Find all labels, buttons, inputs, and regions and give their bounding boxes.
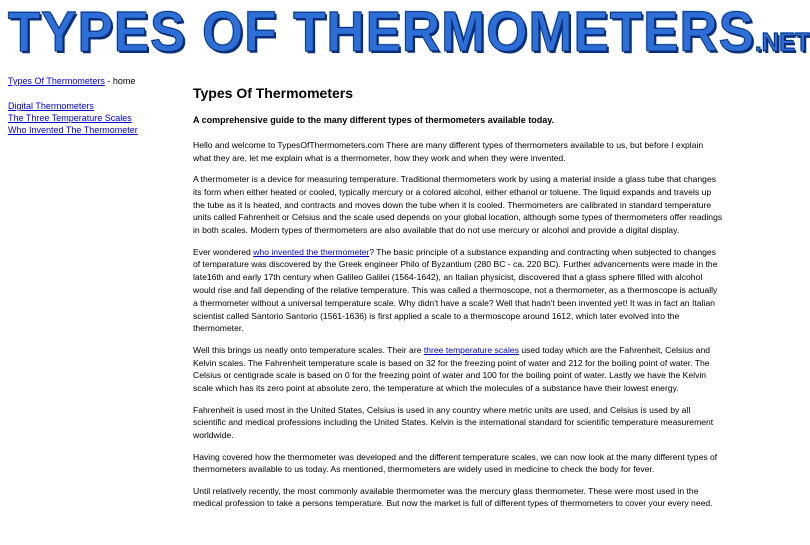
scales-text-post: used today which are the Fahrenheit, Celsius and Kelvin scales. The Fahrenheit temperature scale is based on 32 for the freezing point of water and 212 for the boiling point of water. The Celsius or centigrade scale is based on 0 for the freezing point of water and 100 for the boiling point of water. Lastly we have the Kelvin scale which has its zero point at absolute zero, the temperature at which the molecules of a substance have their lowest energy. bbox=[193, 344, 711, 394]
sidebar-link-home[interactable]: Types Of Thermometers bbox=[8, 76, 105, 86]
site-banner bbox=[0, 0, 810, 66]
logo-tld-text: .NET bbox=[755, 27, 810, 57]
link-temperature-scales[interactable]: three temperature scales bbox=[423, 344, 519, 355]
site-logo[interactable] bbox=[8, 2, 810, 72]
paragraph-mercury: Until relatively recently, the most commonly available thermometer was the mercury glass thermometer. These were most used in the medical profession to take a persons temperature. But now the market is full of different types of thermometers to cover your every need. bbox=[193, 485, 713, 509]
paragraph-what-is-thermometer: A thermometer is a device for measuring temperature. Traditional thermometers work by using a material inside a glass tube that changes its form when either heated or cooled, typically mercury or a colored alcohol, either ethanol or toluene. The liquid expands and travels up the tube as it is heated, and contracts and moves down the tube when it is cooled. Thermometers are calibrated in standard temperature units called Fahrenheit or Celsius and the scale used depends on your global location, although some types of thermometers offer readings in both scales. Modern types of thermometers are also available that do not use mercury or alcohol and provide a digital display. bbox=[193, 173, 723, 236]
paragraph-scales bbox=[193, 344, 723, 395]
link-who-invented[interactable]: who invented the thermometer bbox=[253, 246, 370, 257]
main-content bbox=[193, 84, 723, 519]
paragraph-types-overview: Having covered how the thermometer was developed and the different temperature scales, we can now look at the many different types of thermometers available to us today. As mentioned, thermometers are widely used in medicine to check the body for fever. bbox=[193, 451, 718, 475]
history-text-post: ? The basic principle of a substance expanding and contracting when subjected to changes of temparature was discovered by the Greek engineer Philo of Byzantium (280 BC - ca. 220 BC). Further advancements were made in the late16th and early 17th century when Galileo Galilei (1564-1642), an Italian physicist, discovered that a glass sphere filled with alcohol would rise and fall depending of the relative temperature. This was called a thermoscope, not a thermometer, as a thermoscope is actually a thermometer without a universal temperature scale. Why didn't have a scale? Well that hadn't been invented yet! It was in fact an Italian scientist called Santorio Santorio (1561-1636) is first applied a scale to a thermoscope around 1612, which later evolved into the thermometer. bbox=[193, 246, 718, 334]
page-title: Types Of Thermometers bbox=[193, 85, 354, 101]
sidebar-home-row bbox=[8, 75, 183, 87]
paragraph-history bbox=[193, 246, 723, 336]
sidebar-spacer bbox=[8, 87, 183, 100]
sidebar-link-temperature-scales[interactable]: The Three Temperature Scales bbox=[8, 113, 132, 123]
sidebar-home-suffix: - home bbox=[104, 76, 136, 86]
paragraph-welcome: Hello and welcome to TypesOfThermometers.com There are many different types of thermometers available to us, but before I explain what they are, let me explain what is a thermometer, how they work and when they were invented. bbox=[193, 139, 704, 163]
logo-main-text: TYPES OF THERMOMETERS bbox=[8, 0, 756, 64]
sidebar-nav bbox=[8, 75, 183, 136]
scales-text-pre: Well this brings us neatly onto temperature scales. Their are bbox=[193, 344, 424, 355]
paragraph-usage: Fahrenheit is used most in the United States, Celsius is used in any country where metric units are used, and Celsius is used by all scientific and medical professions including the United States. Kelvin is the international standard for scientific temperature measurement worldwide. bbox=[193, 404, 714, 441]
sidebar-link-digital-thermometers[interactable]: Digital Thermometers bbox=[8, 101, 94, 111]
intro-text: A comprehensive guide to the many different types of thermometers available today. bbox=[193, 115, 555, 125]
sidebar-link-who-invented[interactable]: Who Invented The Thermometer bbox=[8, 125, 138, 135]
history-text-pre: Ever wondered bbox=[193, 246, 254, 257]
